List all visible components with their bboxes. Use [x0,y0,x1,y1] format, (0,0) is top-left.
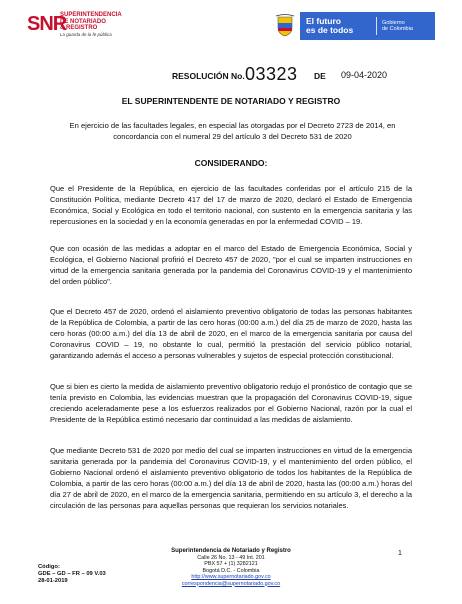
footer-org: Superintendencia de Notariado y Registro [171,548,291,554]
code-label: Código: [38,564,60,570]
paragraph: Que con ocasión de las medidas a adoptar en el marco del Estado de Emergencia Económica, Social y Ecológica, el Gobierno Nacional profirió el Decreto 457 de 2020, "por el cual se imparten instrucciones en virtud de la emergencia sanitaria generada por la pandemia del Coronavirus COVID-19 y el mantenimiento del orden público". [50,244,412,286]
footer-email-link[interactable]: correspondencia@supernotariado.gov.co [181,580,281,587]
resolution-line [0,64,462,86]
snr-logo-line-3: & REGISTRO [60,25,98,31]
gov-banner [270,12,435,40]
footer-address: Calle 26 No. 13 - 49 Int. 201 [197,554,265,561]
footer-city: Bogotá D.C. - Colombia [202,567,260,574]
gov-divider [376,17,377,35]
footer-contact [140,548,322,587]
code-value: GDE – GD – FR – 09 V.03 [38,571,106,577]
paragraph: Que mediante Decreto 531 de 2020 por medio del cual se imparten instrucciones en virtud de la emergencia sanitaria generada por la pandemia del Coronavirus COVID-19, y el mantenimiento del orden público, el Gobierno Nacional ordenó el aislamiento preventivo obligatorio de todos los habitantes de la República de Colombia, a partir de las cero horas (00:00 a.m.) del día 13 de abril de 2020, hasta las (00:00 a.m.) horas del día 27 de abril de 2020, en el marco de la emergencia sanitaria, permitiendo en su artículo 3, el derecho a la circulación de las personas para aquellas personas que requieran los servicios notariales. [50,446,412,510]
snr-logo-line-2: DE NOTARIADO [60,18,106,25]
code-date: 28-01-2019 [38,578,68,584]
snr-logo-tagline: La guarda de la fe pública [60,31,112,37]
document-title: EL SUPERINTENDENTE DE NOTARIADO Y REGISTRO [121,96,341,106]
gov-slogan [300,17,376,35]
paragraph: Que si bien es cierto la medida de aislamiento preventivo obligatorio redujo el pronóstico de contagio que se tenía previsto en Colombia, las evidencias muestran que la propagación del Coronavirus COVID-19, sigue creciendo aceleradamente pese a los esfuerzos realizados por el Gobierno Nacional, razón por la cual el Presidente de la República estimó necesario dar continuidad a las medidas de aislamiento. [50,382,412,424]
gov-slogan-line-1: El futuro [306,16,341,26]
resolution-de: DE [314,71,326,81]
resolution-label: RESOLUCIÓN No. [172,71,245,81]
gov-label [377,20,413,32]
considerando-heading: CONSIDERANDO: [194,158,268,168]
snr-logo-line-1: SUPERINTENDENCIA [60,12,122,18]
snr-logo-mark: SNR [27,13,67,35]
document-code [38,564,106,585]
gov-label-line-1: Gobierno [382,20,405,26]
colombia-seal-icon [270,12,300,40]
resolution-date: 09-04-2020 [341,70,388,80]
page-number: 1 [398,550,402,557]
snr-logo-text [60,12,122,38]
gov-label-line-2: de Colombia [382,26,413,32]
gov-banner-blue [300,12,435,40]
footer-website-link[interactable]: http://www.supernotariado.gov.co [191,574,271,580]
paragraph: Que el Presidente de la República, en ejercicio de las facultades conferidas por el artículo 215 de la Constitución Política, mediante Decreto 417 del 17 de marzo de 2020, declaró el Estado de Emergencia Económica, Social y Ecológica en todo el territorio nacional, con sustento en la emergencia sanitaria y las repercusiones en la sociedad y en la economía generadas en por la enfermedad COVID – 19. [50,184,412,226]
footer-phone: PBX 57 + (1) 3282121 [204,561,258,567]
paragraph: Que el Decreto 457 de 2020, ordenó el aislamiento preventivo obligatorio de todas las personas habitantes de la República de Colombia, a partir de las cero horas (00:00 a.m.) del día 25 de marzo de 2020, hasta las cero horas (00:00 a.m.) del día 13 de abril de 2020, en el marco de la emergencia sanitaria por causa del Coronavirus COVID – 19, no obstante lo cual, permitió la prestación del servicio público notarial, garantizando además el acceso a personas vulnerables y sujetos de especial protección constitucional. [50,307,412,360]
resolution-number: 03323 [245,64,298,84]
intro-text: En ejercicio de las facultades legales, en especial las otorgadas por el Decreto 2723 de 2014, en concordancia con el numeral 29 del artículo 3 del Decreto 531 de 2020 [69,121,396,141]
footer [0,548,462,604]
gov-slogan-line-2: es de todos [306,25,354,35]
